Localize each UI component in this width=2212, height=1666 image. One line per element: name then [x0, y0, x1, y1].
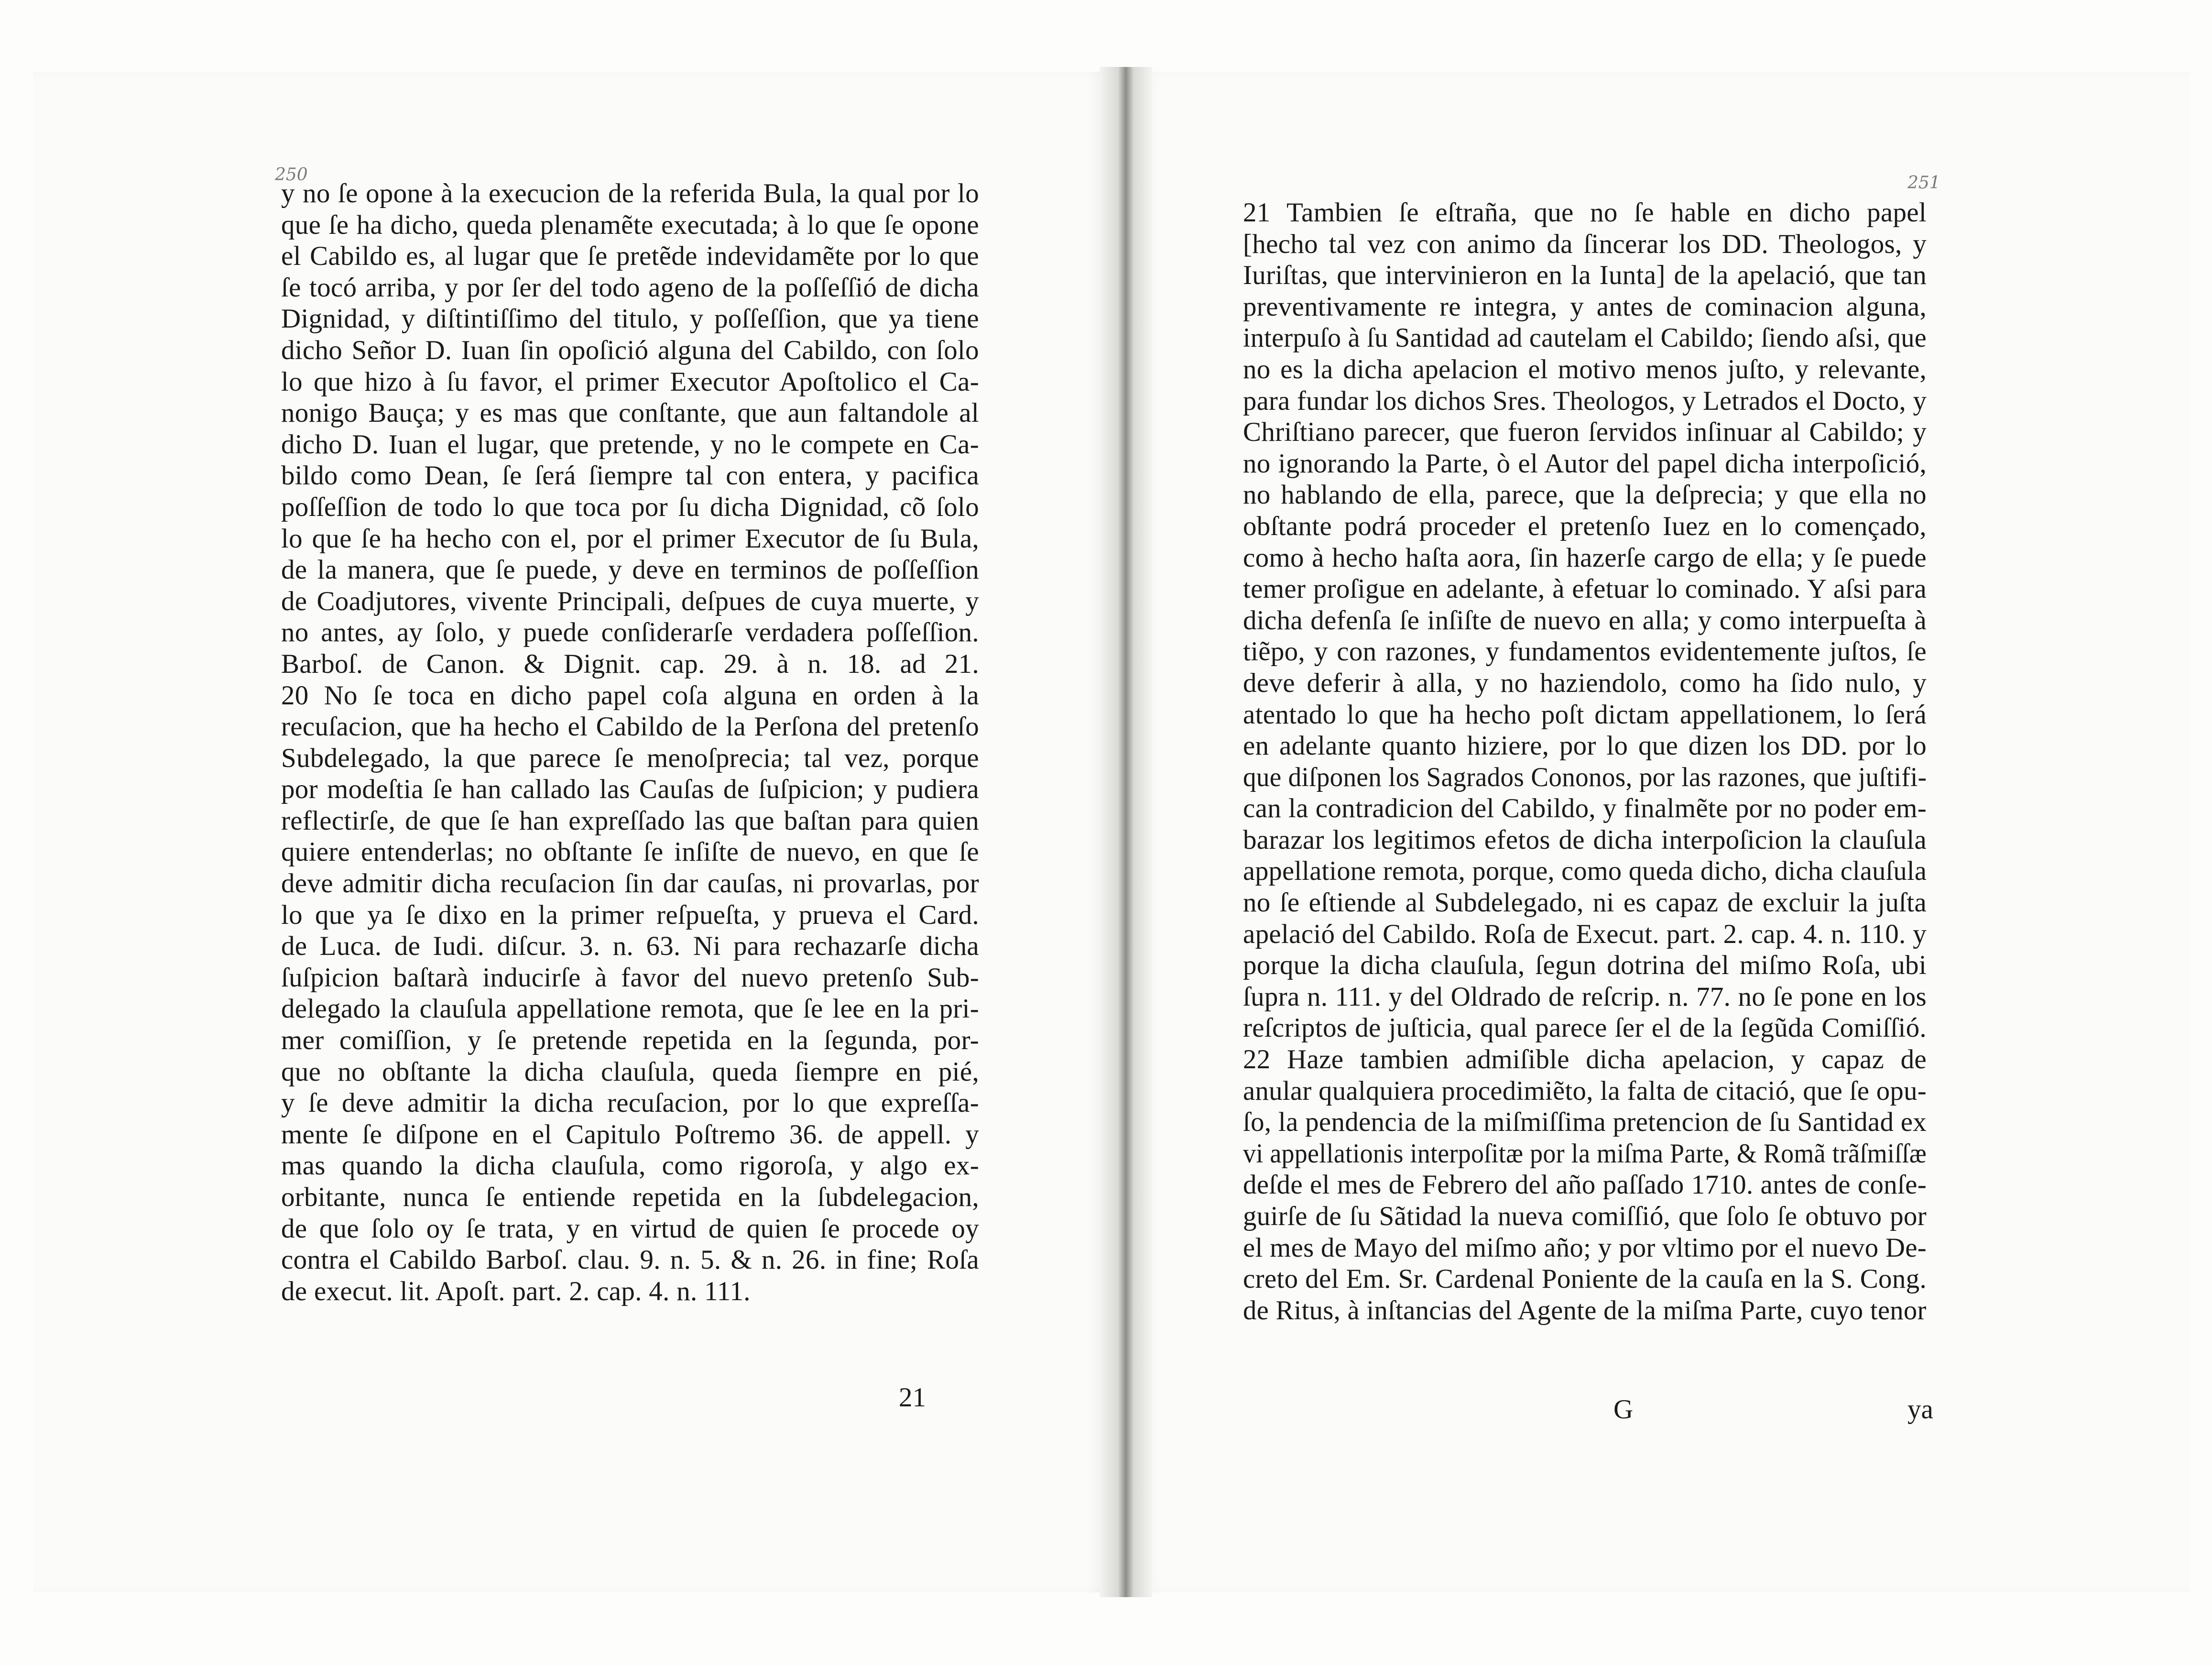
text-line: deſde el mes de Febrero del año paſſado 1710. antes de conſe-: [1243, 1170, 1927, 1200]
text-line: vi appellationis interpoſitæ por la miſma Parte, & Romã trãſmiſſæ: [1243, 1138, 1927, 1169]
text-line: anular qualquiera procedimiẽto, la falta de citació, que ſe opu-: [1243, 1075, 1927, 1106]
text-line: deve admitir dicha recuſacion ſin dar cauſas, ni provarlas, por: [281, 868, 979, 899]
text-line: creto del Em. Sr. Cardenal Poniente de la cauſa en la S. Cong.: [1243, 1264, 1927, 1294]
text-line: can la contradicion del Cabildo, y finalmẽte por no poder em-: [1243, 793, 1927, 824]
text-line: de execut. lit. Apoſt. part. 2. cap. 4. n. 111.: [281, 1276, 751, 1306]
text-line: 21 Tambien ſe eſtraña, que no ſe hable en dicho papel: [1243, 197, 1927, 228]
text-line: mente ſe diſpone en el Capitulo Poſtremo 36. de appell. y: [281, 1119, 979, 1150]
text-line: ſo, la pendencia de la miſmiſſima pretencion de ſu Santidad ex: [1243, 1107, 1927, 1138]
text-line: ſe tocó arriba, y por ſer del todo ageno de la poſſeſſió de dicha: [281, 272, 979, 303]
text-line: Iuriſtas, que intervinieron en la Iunta] de la apelació, que tan: [1243, 260, 1927, 291]
text-line: ſuſpicion baſtarà inducirſe à favor del nuevo pretenſo Sub-: [281, 962, 979, 993]
text-line: por modeſtia ſe han callado las Cauſas de ſuſpicion; y pudiera: [281, 774, 979, 805]
text-line: de Ritus, à inſtancias del Agente de la miſma Parte, cuyo tenor: [1243, 1295, 1927, 1326]
text-line: no es la dicha apelacion el motivo menos juſto, y relevante,: [1243, 354, 1927, 384]
text-line: 20 No ſe toca en dicho papel coſa alguna en orden à la: [281, 680, 979, 711]
text-line: como à hecho haſta aora, ſin hazerſe cargo de ella; y ſe puede: [1243, 542, 1927, 573]
text-line: en adelante quanto hiziere, por lo que dizen los DD. por lo: [1243, 731, 1927, 761]
right-signature-mark: G: [1613, 1394, 1634, 1425]
text-line: Chriſtiano parecer, que fueron ſervidos inſinuar al Cabildo; y: [1243, 417, 1927, 448]
text-line: 22 Haze tambien admiſible dicha apelacion, y capaz de: [1243, 1044, 1927, 1075]
text-line: reflectirſe, de que ſe han expreſſado las que baſtan para quien: [281, 805, 979, 836]
text-line: de la manera, que ſe puede, y deve en terminos de poſſeſſion: [281, 555, 979, 585]
text-line: contra el Cabildo Barboſ. clau. 9. n. 5. & n. 26. in fine; Roſa: [281, 1245, 979, 1275]
text-line: temer proſigue en adelante, à efetuar lo cominado. Y aſsi para: [1243, 574, 1927, 604]
text-line: Dignidad, y diſtintiſſimo del titulo, y poſſeſſion, que ya tiene: [281, 304, 979, 334]
text-line: barazar los legitimos efetos de dicha interpoſicion la clauſula: [1243, 824, 1927, 855]
text-line: y ſe deve admitir la dicha recuſacion, por lo que expreſſa-: [281, 1088, 979, 1118]
text-line: dicho D. Iuan el lugar, que pretende, y no le compete en Ca-: [281, 429, 979, 460]
left-page-text: [281, 178, 979, 1307]
text-line: bildo como Dean, ſe ſerá ſiempre tal con entera, y pacifica: [281, 460, 979, 491]
text-line: lo que ſe ha hecho con el, por el primer Executor de ſu Bula,: [281, 523, 979, 554]
text-line: Barboſ. de Canon. & Dignit. cap. 29. à n. 18. ad 21.: [281, 648, 979, 679]
text-line: delegado la clauſula appellatione remota, que ſe lee en la pri-: [281, 994, 979, 1024]
text-line: para fundar los dichos Sres. Theologos, y Letrados el Docto, y: [1243, 385, 1927, 416]
text-line: lo que ya ſe dixo en la primer reſpueſta, y prueva el Card.: [281, 899, 979, 930]
text-line: interpuſo à ſu Santidad ad cautelam el Cabildo; ſiendo aſsi, que: [1243, 323, 1927, 353]
left-catchword: 21: [899, 1382, 926, 1413]
text-line: no ſe eſtiende al Subdelegado, ni es capaz de excluir la juſta: [1243, 888, 1927, 918]
text-line: no hablando de ella, parece, que la deſprecia; y que ella no: [1243, 480, 1927, 510]
text-line: no ignorando la Parte, ò el Autor del papel dicha interpoſició,: [1243, 448, 1927, 479]
text-line: poſſeſſion de todo lo que toca por ſu dicha Dignidad, cõ ſolo: [281, 492, 979, 522]
text-line: y no ſe opone à la execucion de la referida Bula, la qual por lo: [281, 178, 979, 208]
text-line: que no obſtante la dicha clauſula, queda ſiempre en pié,: [281, 1056, 979, 1087]
text-line: de que ſolo oy ſe trata, y en virtud de quien ſe procede oy: [281, 1213, 979, 1244]
right-catchword: ya: [1907, 1394, 1933, 1425]
text-line: appellatione remota, porque, como queda dicho, dicha clauſula: [1243, 856, 1927, 887]
text-line: deve deferir à alla, y no haziendolo, como ha ſido nulo, y: [1243, 668, 1927, 698]
text-line: mas quando la dicha clauſula, como rigoroſa, y algo ex-: [281, 1151, 979, 1181]
text-line: nonigo Bauça; y es mas que conſtante, que aun faltandole al: [281, 398, 979, 428]
text-line: dicho Señor D. Iuan ſin opoſició alguna del Cabildo, con ſolo: [281, 335, 979, 365]
text-line: de Luca. de Iudi. diſcur. 3. n. 63. Ni para rechazarſe dicha: [281, 931, 979, 962]
text-line: porque la dicha clauſula, ſegun dotrina del miſmo Roſa, ubi: [1243, 950, 1927, 981]
left-folio-number: 250: [275, 165, 308, 185]
text-line: recuſacion, que ha hecho el Cabildo de la Perſona del pretenſo: [281, 712, 979, 742]
text-line: lo que hizo à ſu favor, el primer Executor Apoſtolico el Ca-: [281, 366, 979, 397]
text-line: orbitante, nunca ſe entiende repetida en la ſubdelegacion,: [281, 1182, 979, 1212]
text-line: guirſe de ſu Sãtidad la nueva comiſſió, que ſolo ſe obtuvo por: [1243, 1201, 1927, 1231]
text-line: Subdelegado, la que parece ſe menoſprecia; tal vez, porque: [281, 743, 979, 773]
text-line: [hecho tal vez con animo da ſincerar los DD. Theologos, y: [1243, 229, 1927, 259]
text-line: apelació del Cabildo. Roſa de Execut. part. 2. cap. 4. n. 110. y: [1243, 919, 1927, 949]
text-line: no antes, ay ſolo, y puede conſiderarſe verdadera poſſeſſion.: [281, 617, 979, 648]
text-line: obſtante podrá proceder el pretenſo Iuez en lo començado,: [1243, 511, 1927, 541]
text-line: el Cabildo es, al lugar que ſe pretẽde indevidamẽte por lo que: [281, 241, 979, 272]
right-page-text: [1243, 197, 1927, 1326]
text-line: ſupra n. 111. y del Oldrado de reſcrip. n. 77. no ſe pone en los: [1243, 981, 1927, 1012]
text-line: atentado lo que ha hecho poſt dictam appellationem, lo ſerá: [1243, 699, 1927, 730]
text-line: que ſe ha dicho, queda plenamẽte executada; à lo que ſe opone: [281, 209, 979, 240]
right-folio-number: 251: [1907, 173, 1940, 193]
text-line: reſcriptos de juſticia, qual parece ſer el de la ſegũda Comiſſió.: [1243, 1013, 1927, 1043]
text-line: quiere entenderlas; no obſtante ſe inſiſte de nuevo, en que ſe: [281, 837, 979, 867]
text-line: de Coadjutores, vivente Principali, deſpues de cuya muerte, y: [281, 586, 979, 616]
text-line: dicha defenſa ſe inſiſte de nuevo en alla; y como interpueſta à: [1243, 605, 1927, 636]
text-line: mer comiſſion, y ſe pretende repetida en la ſegunda, por-: [281, 1025, 979, 1056]
text-line: tiẽpo, y con razones, y fundamentos evidentemente juſtos, ſe: [1243, 636, 1927, 667]
text-line: preventivamente re integra, y antes de cominacion alguna,: [1243, 291, 1927, 322]
book-gutter: [1100, 67, 1152, 1597]
text-line: el mes de Mayo del miſmo año; y por vltimo por el nuevo De-: [1243, 1232, 1927, 1263]
text-line: que diſponen los Sagrados Cononos, por las razones, que juſtifi-: [1243, 762, 1927, 792]
